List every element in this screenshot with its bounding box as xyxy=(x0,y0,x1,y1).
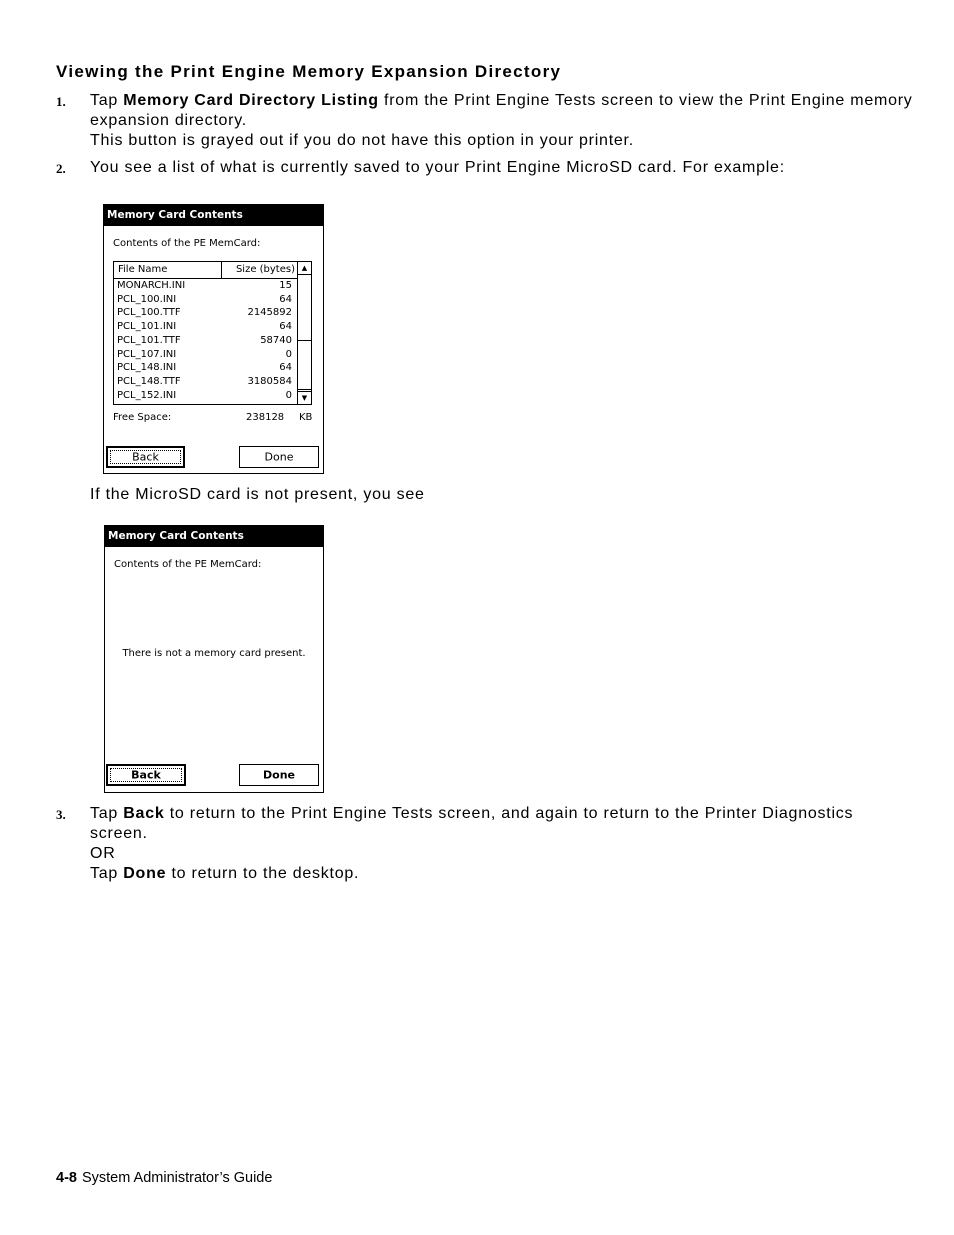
step-text: Tap Memory Card Directory Listing from the Print Engine Tests screen to view the Print Engine memory expansion directory. This button is grayed out if you do not have this option in your printer. xyxy=(90,92,913,149)
column-size[interactable]: Size (bytes) xyxy=(235,264,295,275)
section-heading: Viewing the Print Engine Memory Expansion Directory xyxy=(56,62,562,81)
done-button[interactable]: Done xyxy=(239,764,319,786)
file-size: 64 xyxy=(279,321,292,333)
step-text: Tap Back to return to the Print Engine Tests screen, and again to return to the Printer Diagnostics screen. OR Tap Done to return to the desktop. xyxy=(90,805,854,882)
memory-card-dialog-no-card xyxy=(104,525,324,793)
step-number: 1. xyxy=(56,94,66,109)
list-item[interactable] xyxy=(114,389,297,403)
listbox-header xyxy=(114,262,297,279)
step-text: You see a list of what is currently saved to your Print Engine MicroSD card. For example: xyxy=(90,159,785,176)
or-text: OR xyxy=(90,845,116,862)
contents-label: Contents of the PE MemCard: xyxy=(113,238,261,249)
step-number: 2. xyxy=(56,161,66,176)
file-size: 3180584 xyxy=(247,375,292,387)
page-number: 4-8 xyxy=(56,1170,77,1186)
file-size: 64 xyxy=(279,362,292,374)
step-bold-term: Memory Card Directory Listing xyxy=(123,92,379,109)
step-bold-term: Back xyxy=(123,805,165,822)
free-space-value: 238128 xyxy=(246,412,285,423)
scroll-down-arrow-icon[interactable]: ▼ xyxy=(298,391,311,404)
file-size: 58740 xyxy=(260,334,292,346)
file-name: MONARCH.INI xyxy=(117,280,186,291)
file-name: PCL_148.INI xyxy=(117,362,177,374)
done-button[interactable]: Done xyxy=(239,446,319,468)
list-item[interactable] xyxy=(114,375,297,389)
list-item[interactable] xyxy=(114,361,297,375)
listbox-scrollbar[interactable] xyxy=(297,262,311,404)
list-item[interactable] xyxy=(114,348,297,362)
memory-card-dialog-example xyxy=(103,204,324,474)
back-button[interactable]: Back xyxy=(106,446,185,468)
file-size: 64 xyxy=(279,293,292,305)
no-card-intro-text: If the MicroSD card is not present, you see xyxy=(90,486,425,503)
no-card-message: There is not a memory card present. xyxy=(122,648,306,659)
step-number: 3. xyxy=(56,807,66,822)
file-name: PCL_148.TTF xyxy=(117,375,181,387)
scroll-thumb[interactable] xyxy=(298,340,311,390)
file-name: PCL_100.INI xyxy=(117,293,177,305)
dialog-title: Memory Card Contents xyxy=(105,526,323,547)
step-note: This button is grayed out if you do not have this option in your printer. xyxy=(90,132,634,149)
list-item[interactable] xyxy=(114,306,297,320)
file-name: PCL_152.INI xyxy=(117,389,177,401)
free-space-label: Free Space: xyxy=(113,412,172,423)
file-name: PCL_107.INI xyxy=(117,348,177,360)
back-button[interactable]: Back xyxy=(106,764,186,786)
file-name: PCL_101.TTF xyxy=(117,334,181,346)
list-item[interactable] xyxy=(114,293,297,307)
list-item[interactable] xyxy=(114,279,297,293)
file-size: 0 xyxy=(285,348,292,360)
free-space-unit: KB xyxy=(299,412,313,423)
file-name: PCL_100.TTF xyxy=(117,307,181,319)
step-bold-term: Done xyxy=(123,865,167,882)
dialog-title: Memory Card Contents xyxy=(104,205,323,226)
contents-label: Contents of the PE MemCard: xyxy=(114,559,262,570)
file-size: 2145892 xyxy=(247,307,292,319)
guide-title: System Administrator’s Guide xyxy=(81,1170,273,1186)
scroll-up-arrow-icon[interactable]: ▲ xyxy=(298,262,311,275)
file-size: 15 xyxy=(279,280,292,291)
file-listbox[interactable] xyxy=(113,261,312,405)
column-file-name[interactable]: File Name xyxy=(114,262,222,278)
file-size: 0 xyxy=(285,389,292,401)
list-item[interactable] xyxy=(114,334,297,348)
page-footer xyxy=(56,1170,272,1186)
file-name: PCL_101.INI xyxy=(117,321,177,333)
list-item[interactable] xyxy=(114,320,297,334)
